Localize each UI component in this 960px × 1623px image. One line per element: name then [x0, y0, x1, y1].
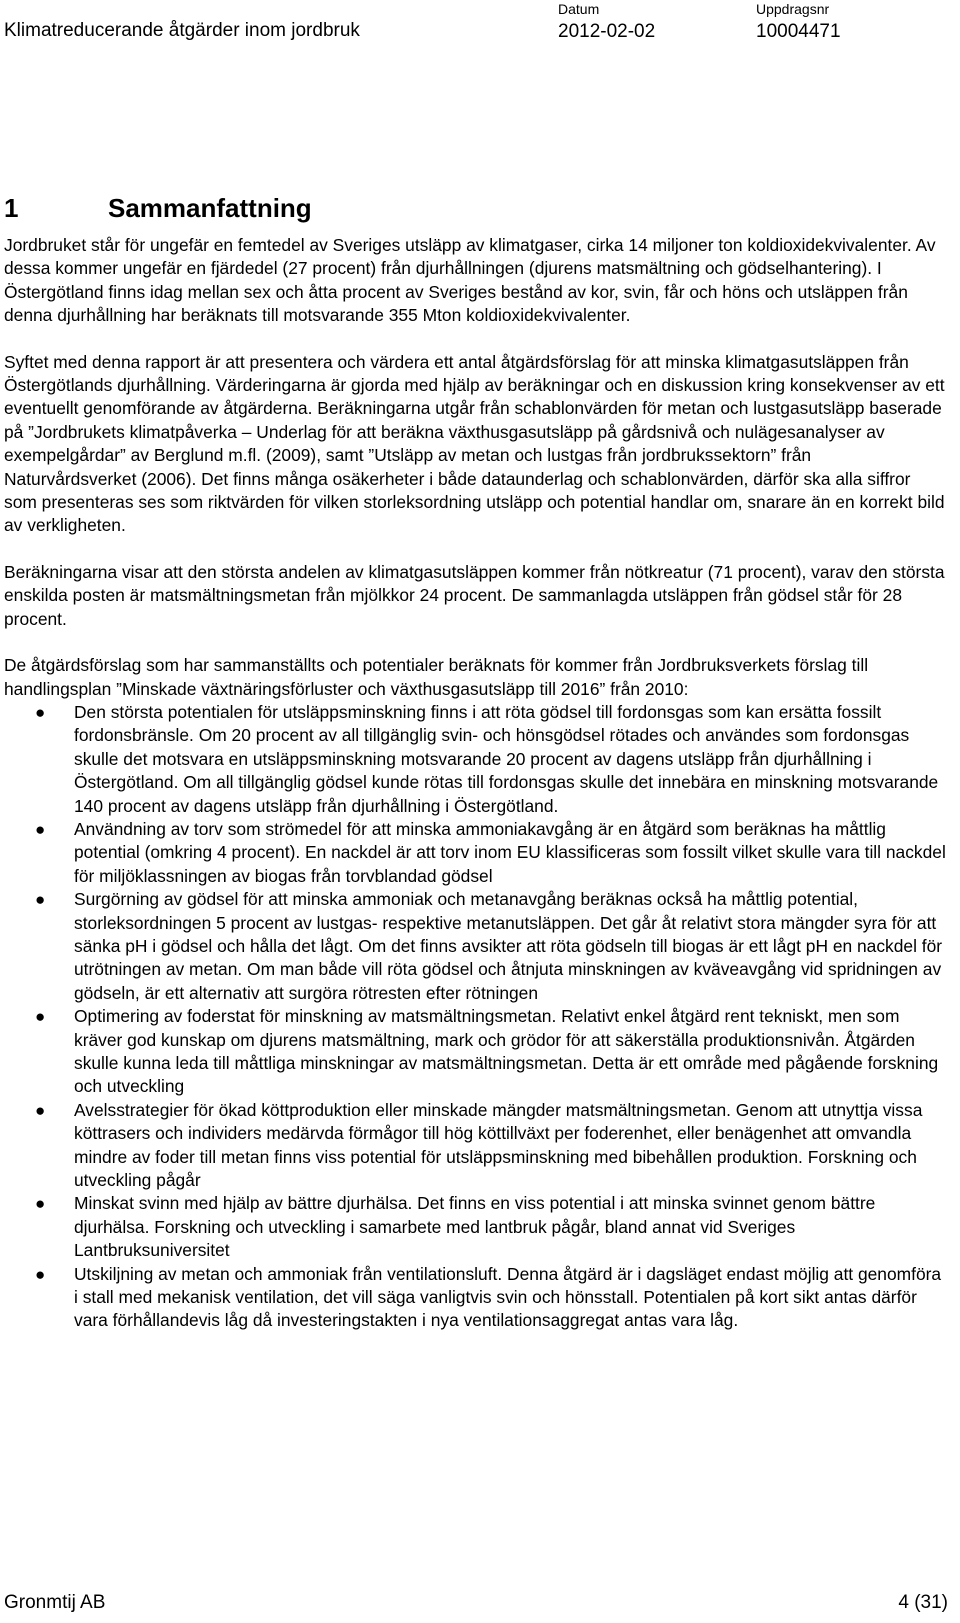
assignment-number-label: Uppdragsnr [756, 1, 830, 17]
bullet-icon: ● [35, 1264, 46, 1284]
bullet-icon: ● [35, 819, 46, 839]
section-title: Sammanfattning [108, 193, 312, 223]
list-item [4, 701, 948, 818]
list-item-text: Surgörning av gödsel för att minska ammoniak och metanavgång beräknas också ha måttlig potential, storleksordningen 5 procent av lustgas- respektive metanutsläppen. Det går åt relativt stora mängder syra för att sänka pH i gödsel och hålla det lågt. Om det finns avsikter att röta gödseln till biogas är ett lågt pH en nackdel för utrötningen av metan. Om man både vill röta gödsel och åtnjuta minskningen av kväveavgång vid spridningen av gödseln, är ett alternativ att surgöra rötresten efter rötningen [74, 889, 943, 1003]
paragraph: Jordbruket står för ungefär en femtedel av Sveriges utsläpp av klimatgaser, cirka 14 miljoner ton koldioxidekvivalenter. Av dessa kommer ungefär en fjärdedel (27 procent) från djurhållningen (djurens matsmältning och gödselhantering). I Östergötland finns idag mellan sex och åtta procent av Sveriges bestånd av kor, svin, får och höns och utsläppen från denna djurhållning har beräknats till motsvarande 355 Mton koldioxidekvivalenter. [4, 235, 936, 326]
paragraph: De åtgärdsförslag som har sammanställts och potentialer beräknats för kommer från Jordbruksverkets förslag till handlingsplan ”Minskade växtnäringsförluster och växthusgasutsläpp till 2016” från 2010: [4, 655, 869, 699]
company-name: Gronmtij AB [4, 1592, 106, 1613]
assignment-number-block [756, 2, 841, 43]
section-number: 1 [4, 193, 19, 223]
bullet-icon: ● [35, 1194, 46, 1214]
bullet-icon: ● [35, 1100, 46, 1120]
page-header [0, 2, 960, 42]
page-number: 4 (31) [898, 1592, 948, 1613]
date-label: Datum [558, 1, 600, 17]
document-body [4, 192, 948, 1333]
list-item-text: Den största potentialen för utsläppsminskning finns i att röta gödsel till fordonsgas som kan ersätta fossilt fordonsbränsle. Om 20 procent av all tillgänglig svin- och hönsgödsel rötades och användes som fordonsgas skulle det motsvara en utsläppsminskning motsvarande 20 procent av dagens utsläpp från djurhållning i Östergötland. Om all tillgänglig gödsel kunde rötas till fordonsgas skulle det innebära en minskning motsvarande 140 procent av dagens utsläpp från djurhållning i Östergötland. [74, 701, 939, 816]
bullet-icon: ● [35, 1007, 46, 1027]
list-item-text: Minskat svinn med hjälp av bättre djurhälsa. Det finns en viss potential i att minska svinnet genom bättre djurhälsa. Forskning och utveckling i samarbete med lantbruk pågår, bland annat vid Sveriges Lantbruksuniversitet [74, 1193, 876, 1261]
list-item-text: Utskiljning av metan och ammoniak från ventilationsluft. Denna åtgärd är i dagsläget endast möjlig att genomföra i stall med mekanisk ventilation, det vill säga vanligtvis svin och hönsstall. Potentialen på kort sikt antas därför vara förhållandevis låg då investeringstakten i nya ventilationsaggregat antas vara låg. [74, 1263, 942, 1331]
paragraph: Beräkningarna visar att den största andelen av klimatgasutsläppen kommer från nötkreatur (71 procent), varav den största enskilda posten är matsmältningsmetan från mjölkkor 24 procent. De sammanlagda utsläppen från gödsel står för 28 procent. [4, 561, 945, 629]
date-block [558, 2, 655, 43]
document-title: Klimatreducerande åtgärder inom jordbruk [4, 20, 360, 41]
list-item [4, 1192, 948, 1262]
list-item [4, 1099, 948, 1193]
assignment-number-value: 10004471 [756, 21, 841, 42]
list-item-text: Optimering av foderstat för minskning av matsmältningsmetan. Relativt enkel åtgärd rent tekniskt, men som kräver god kunskap om djurens matsmältning, mark och grödor för att säkerställa produktionsnivån. Åtgärden skulle kunna leda till måttliga minskningar av matsmältningsmetan. Detta är ett område med pågående forskning och utveckling [74, 1006, 939, 1097]
section-heading [4, 192, 948, 224]
list-item [4, 888, 948, 1005]
bullet-icon: ● [35, 702, 46, 722]
measures-list [4, 701, 948, 1333]
list-item [4, 1005, 948, 1099]
list-item [4, 818, 948, 888]
paragraph: Syftet med denna rapport är att presentera och värdera ett antal åtgärdsförslag för att minska klimatgasutsläppen från Östergötlands djurhållning. Värderingarna är gjorda med hjälp av beräkningar och en diskussion kring konsekvenser av ett eventuellt genomförande av åtgärderna. Beräkningarna utgår från schablonvärden för metan och lustgasutsläpp baserade på ”Jordbrukets klimatpåverka – Underlag för att beräkna växthusgasutsläpp på gårdsnivå och nulägesanalyser av exempelgårdar” av Berglund m.fl. (2009), samt ”Utsläpp av metan och lustgas från jordbrukssektorn” från Naturvårdsverket (2006). Det finns många osäkerheter i både dataunderlag och schablonvärden, därför ska alla siffror som presenteras ses som riktvärden för vilken storleksordning utsläpp och potential handlar om, snarare än en korrekt bild av verkligheten. [4, 351, 945, 536]
list-item [4, 1263, 948, 1333]
bullet-icon: ● [35, 890, 46, 910]
list-item-text: Användning av torv som strömedel för att minska ammoniakavgång är en åtgärd som beräknas ha måttlig potential (omkring 4 procent). En nackdel är att torv inom EU klassificeras som fossilt vilket skulle vara till nackdel för miljöklassningen av biogas från torvblandad gödsel [74, 818, 946, 886]
date-value: 2012-02-02 [558, 21, 656, 42]
list-item-text: Avelsstrategier för ökad köttproduktion eller minskade mängder matsmältningsmetan. Genom att utnyttja vissa köttrasers och individers medärvda förmågor till hög köttillväxt per foderenhet, eller benägenhet att omvandla mindre av foder till metan finns viss potential för utsläppsminskning med bibehållen produktion. Forskning och utveckling pågår [74, 1099, 923, 1191]
